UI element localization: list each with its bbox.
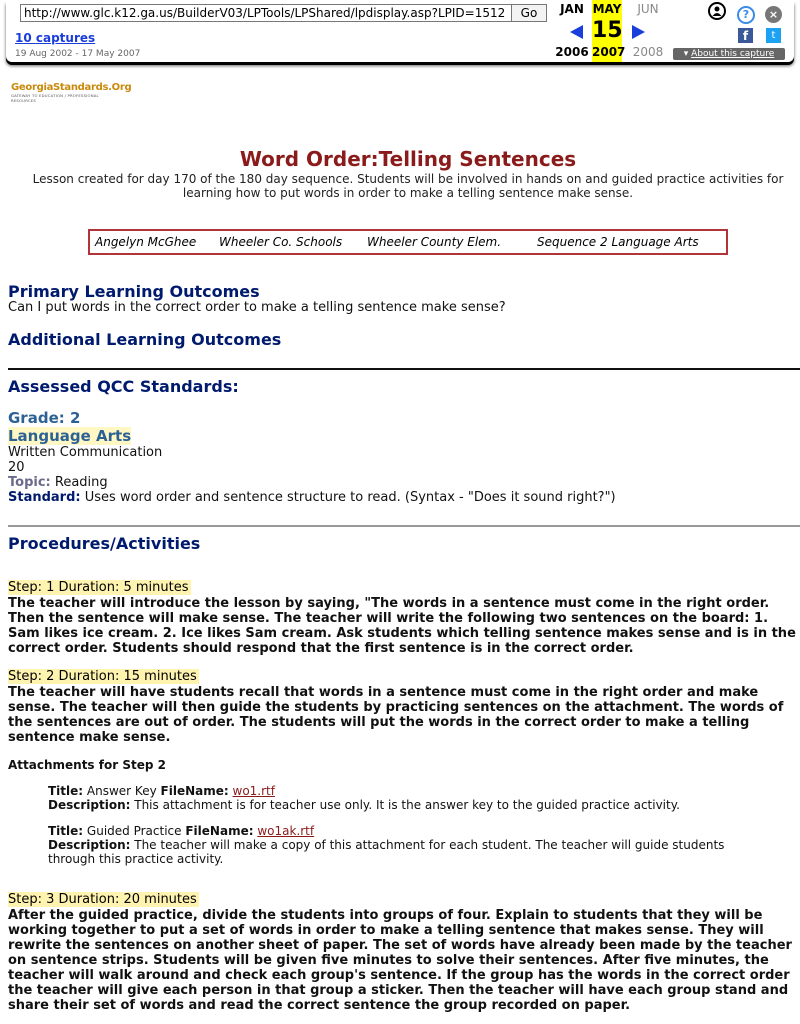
attachment-item xyxy=(48,784,738,812)
strand-label: Written Communication xyxy=(8,445,163,460)
sequence: Sequence 2 Language Arts xyxy=(537,235,699,249)
standard-label: Standard: xyxy=(8,490,81,505)
topic-row xyxy=(8,475,108,490)
attachment-item xyxy=(48,824,738,866)
logo-brand: GeorgiaStandards.Org xyxy=(11,82,132,93)
author: Angelyn McGhee xyxy=(95,235,197,249)
attachment-title: Answer Key xyxy=(86,784,157,798)
prev-capture-arrow-icon[interactable] xyxy=(570,25,583,39)
about-capture-label: About this capture xyxy=(691,49,775,59)
month-current: MAY xyxy=(592,0,622,62)
procedures-title: Procedures/Activities xyxy=(8,534,201,553)
school: Wheeler County Elem. xyxy=(367,235,502,249)
year-next: 2008 xyxy=(632,45,664,59)
divider xyxy=(8,525,800,527)
topic-label: Topic: xyxy=(8,475,51,490)
grade-label: Grade: 2 xyxy=(8,409,81,427)
attachment-desc-label: Description: xyxy=(48,798,131,812)
standard-number: 20 xyxy=(8,460,25,475)
attachment-file-label: FileName: xyxy=(185,824,254,838)
attachment-file-link[interactable]: wo1ak.rtf xyxy=(257,824,315,838)
topic-value: Reading xyxy=(54,475,108,490)
capture-day: 15 xyxy=(592,18,623,43)
month-prev[interactable]: JAN xyxy=(560,2,584,16)
lesson-summary: Lesson created for day 170 of the 180 day sequence. Students will be involved in hands on and guided practice activities for learning how to put words in order to make a telling sentence make sense. xyxy=(32,172,784,200)
captures-link[interactable]: 10 captures xyxy=(15,31,96,45)
twitter-icon[interactable]: t xyxy=(766,28,781,43)
user-icon[interactable] xyxy=(708,2,726,20)
standard-row xyxy=(8,490,616,505)
month-next: JUN xyxy=(637,2,659,16)
attachment-file-link[interactable]: wo1.rtf xyxy=(232,784,275,798)
standard-value: Uses word order and sentence structure to read. (Syntax - "Does it sound right?") xyxy=(84,490,616,505)
lesson-info-box xyxy=(88,229,728,255)
close-icon[interactable]: × xyxy=(765,6,782,23)
step-body: After the guided practice, divide the students into groups of four. Explain to students that they will be working together to put a set of words in order to make a telling sentence that makes sense. They will rewrite the sentences on another sheet of paper. The set of words have already been made by the teacher on sentence strips. Students will be given five minutes to solve their sentences. After five minutes, the teacher will walk around and check each group's sentence. If the group has the words in the correct order the teacher will give each person in that group a sticker. Then the teacher will have each group stand and share their set of words and read the correct sentence the group recorded on paper. xyxy=(8,908,792,1013)
standards-title: Assessed QCC Standards: xyxy=(8,377,239,396)
facebook-icon[interactable]: f xyxy=(738,28,753,43)
attachment-desc: This attachment is for teacher use only. It is the answer key to the guided practice activity. xyxy=(134,798,680,812)
primary-outcomes-title: Primary Learning Outcomes xyxy=(8,282,260,301)
lesson-title: Word Order:Telling Sentences xyxy=(239,147,577,171)
attachment-desc: The teacher will make a copy of this attachment for each student. The teacher will guide students through this practice activity. xyxy=(48,838,725,866)
year-current: 2007 xyxy=(592,45,626,59)
district: Wheeler Co. Schools xyxy=(219,235,343,249)
georgia-standards-logo[interactable] xyxy=(11,82,132,103)
primary-outcomes-text: Can I put words in the correct order to make a telling sentence make sense? xyxy=(8,300,506,315)
step-header: Step: 3 Duration: 20 minutes xyxy=(8,892,197,907)
attachment-title: Guided Practice xyxy=(86,824,182,838)
chevron-down-icon: ▾ xyxy=(683,49,689,59)
step-body: The teacher will have students recall that words in a sentence must come in the right order and make sense. The teacher will then guide the students by practicing sentences on the attachment. The words of the sentences are out of order. The students will put the words in the correct order to make a telling sentence make sense. xyxy=(8,685,784,745)
go-button[interactable]: Go xyxy=(511,4,547,22)
attachment-file-label: FileName: xyxy=(160,784,229,798)
attachment-title-label: Title: xyxy=(48,824,84,838)
divider xyxy=(8,368,800,370)
attachment-desc-label: Description: xyxy=(48,838,131,852)
logo-tagline: GATEWAY TO EDUCATION / PROFESSIONAL RESOURCES xyxy=(11,93,99,103)
additional-outcomes-title: Additional Learning Outcomes xyxy=(8,330,282,349)
about-capture-button[interactable] xyxy=(673,48,785,60)
next-capture-arrow-icon[interactable] xyxy=(632,25,645,39)
attachment-title-label: Title: xyxy=(48,784,84,798)
year-prev[interactable]: 2006 xyxy=(555,45,589,59)
wayback-toolbar xyxy=(6,0,794,62)
attachments-title: Attachments for Step 2 xyxy=(8,758,166,772)
step-header: Step: 1 Duration: 5 minutes xyxy=(8,580,189,595)
capture-date-range: 19 Aug 2002 - 17 May 2007 xyxy=(15,49,141,59)
step-header: Step: 2 Duration: 15 minutes xyxy=(8,669,197,684)
help-icon[interactable]: ? xyxy=(737,6,755,24)
url-input[interactable]: http://www.glc.k12.ga.us/BuilderV03/LPTools/LPShared/lpdisplay.asp?LPID=1512 xyxy=(20,4,512,22)
subject-label: Language Arts xyxy=(8,427,132,445)
step-body: The teacher will introduce the lesson by saying, "The words in a sentence must come in the right order. Then the sentence will make sense. The teacher will write the following two sentences on the board: 1. Sam likes ice cream. 2. Ice likes Sam cream. Ask students which telling sentence makes sense and is in the correct order. Students should respond that the first sentence is in the correct order. xyxy=(8,596,796,656)
